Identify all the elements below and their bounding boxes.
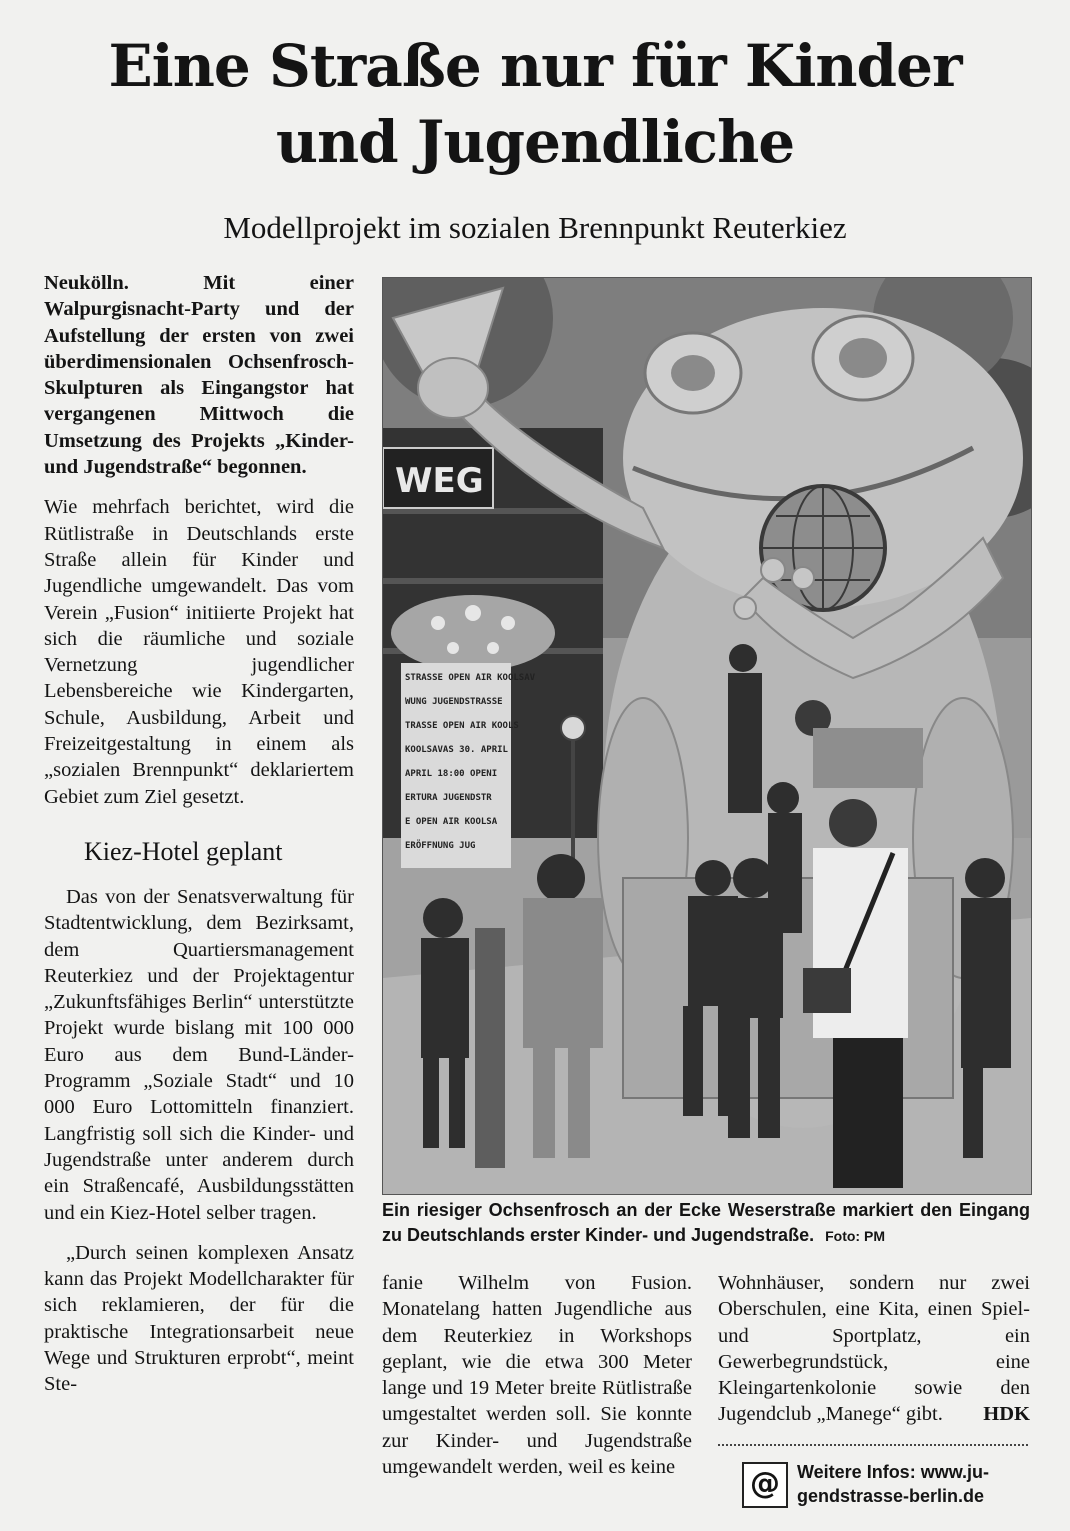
frog-sculpture-photo bbox=[382, 277, 1032, 1195]
poster-line: TRASSE OPEN AIR KOOLS bbox=[405, 721, 519, 731]
poster-line: WUNG JUGENDSTRASSE bbox=[405, 697, 503, 707]
paragraph bbox=[718, 1270, 1030, 1428]
info-link[interactable]: gendstrasse-berlin.de bbox=[797, 1486, 985, 1506]
poster-line: STRASSE OPEN AIR KOOLSAV bbox=[405, 673, 536, 683]
column-3 bbox=[718, 1270, 1030, 1442]
paragraph-text: Wohnhäuser, sondern nur zwei Oberschulen, eine Kita, einen Spiel- und Sportplatz, ein Gewerbegrundstück, eine Kleingartenkolonie sowie den Jugendclub „Manege“ gibt. bbox=[718, 1272, 1030, 1426]
column-1 bbox=[44, 270, 354, 1412]
lead-paragraph: Neukölln. Mit einer Walpurgisnacht-Party und der Aufstellung der ersten von zwei überdimensionalen Ochsenfrosch-Skulpturen als Eingangstor hat vergangenen Mittwoch die Umsetzung des Projekts „Kinder- und Jugendstraße“ begonnen. bbox=[44, 272, 354, 479]
headline bbox=[20, 28, 1050, 180]
paragraph: Das von der Senatsverwaltung für Stadtentwicklung, dem Bezirksamt, dem Quartiersmanagement Reuterkiez und der Projektagentur „Zukunftsfähiges Berlin“ unterstützte Projekt wurde bislang mit 100 000 Euro aus dem Bund-Länder-Programm „Soziale Stadt“ und 10 000 Euro Lottomitteln finanziert. Langfristig soll sich die Kinder- und Jugendstraße unter anderem durch ein Straßencafé, Ausbildungsstätten und ein Kiez-Hotel selber tragen. bbox=[44, 885, 354, 1224]
poster-line: ERTURA JUGENDSTR bbox=[405, 793, 492, 803]
dotted-divider bbox=[718, 1444, 1028, 1446]
info-box bbox=[742, 1460, 1032, 1510]
caption-text: Ein riesiger Ochsenfrosch an der Ecke Weserstraße markiert den Eingang zu Deutschlands erster Kinder- und Jugendstraße. bbox=[382, 1200, 1030, 1245]
paragraph: „Durch seinen komplexen Ansatz kann das Projekt Modellcharakter für sich reklamieren, der für die praktische Integrationsarbeit neue Wege und Strukturen erprobt“, meint Ste- bbox=[44, 1241, 354, 1396]
building-sign-text: WEG bbox=[395, 461, 484, 501]
paragraph: Wie mehrfach berichtet, wird die Rütlistraße in Deutschlands erste Straße allein für Kinder und Jugendliche umgewandelt. Das vom Verein „Fusion“ initiierte Projekt hat sich die räumliche und soziale Vernetzung jugendlicher Lebensbereiche wie Kindergarten, Schule, Ausbildung, Arbeit und Freizeitgestaltung in einem als „sozialen Brennpunkt“ deklariertem Gebiet zum Ziel gesetzt. bbox=[44, 496, 354, 808]
poster-line: KOOLSAVAS 30. APRIL bbox=[405, 745, 508, 755]
photo-illustration bbox=[383, 278, 1031, 1194]
photo-caption bbox=[382, 1198, 1030, 1249]
section-subtitle: Kiez-Hotel geplant bbox=[84, 836, 283, 866]
photo-credit: Foto: PM bbox=[825, 1228, 885, 1244]
column-2 bbox=[382, 1270, 692, 1494]
poster-line: ERÖFFNUNG JUG bbox=[405, 841, 476, 851]
info-text bbox=[797, 1460, 1037, 1508]
poster-line: E OPEN AIR KOOLSA bbox=[405, 817, 498, 827]
author-signature: HDK bbox=[983, 1403, 1030, 1426]
at-icon: @ bbox=[742, 1462, 788, 1508]
headline-line-1: Eine Straße nur für Kinder bbox=[108, 32, 962, 100]
poster-line: APRIL 18:00 OPENI bbox=[405, 769, 498, 779]
subheadline: Modellprojekt im sozialen Brennpunkt Reuterkiez bbox=[223, 210, 847, 245]
info-line-1: Weitere Infos: www.ju- bbox=[797, 1462, 990, 1482]
headline-line-2: und Jugendliche bbox=[275, 108, 795, 176]
paragraph: fanie Wilhelm von Fusion. Monatelang hatten Jugendliche aus dem Reuterkiez in Workshops geplant, wie die etwa 300 Meter lange und 19 Meter breite Rütlistraße umgestaltet werden soll. Sie konnte zur Kinder- und Jugendstraße umgewandelt werden, weil es keine bbox=[382, 1272, 692, 1479]
